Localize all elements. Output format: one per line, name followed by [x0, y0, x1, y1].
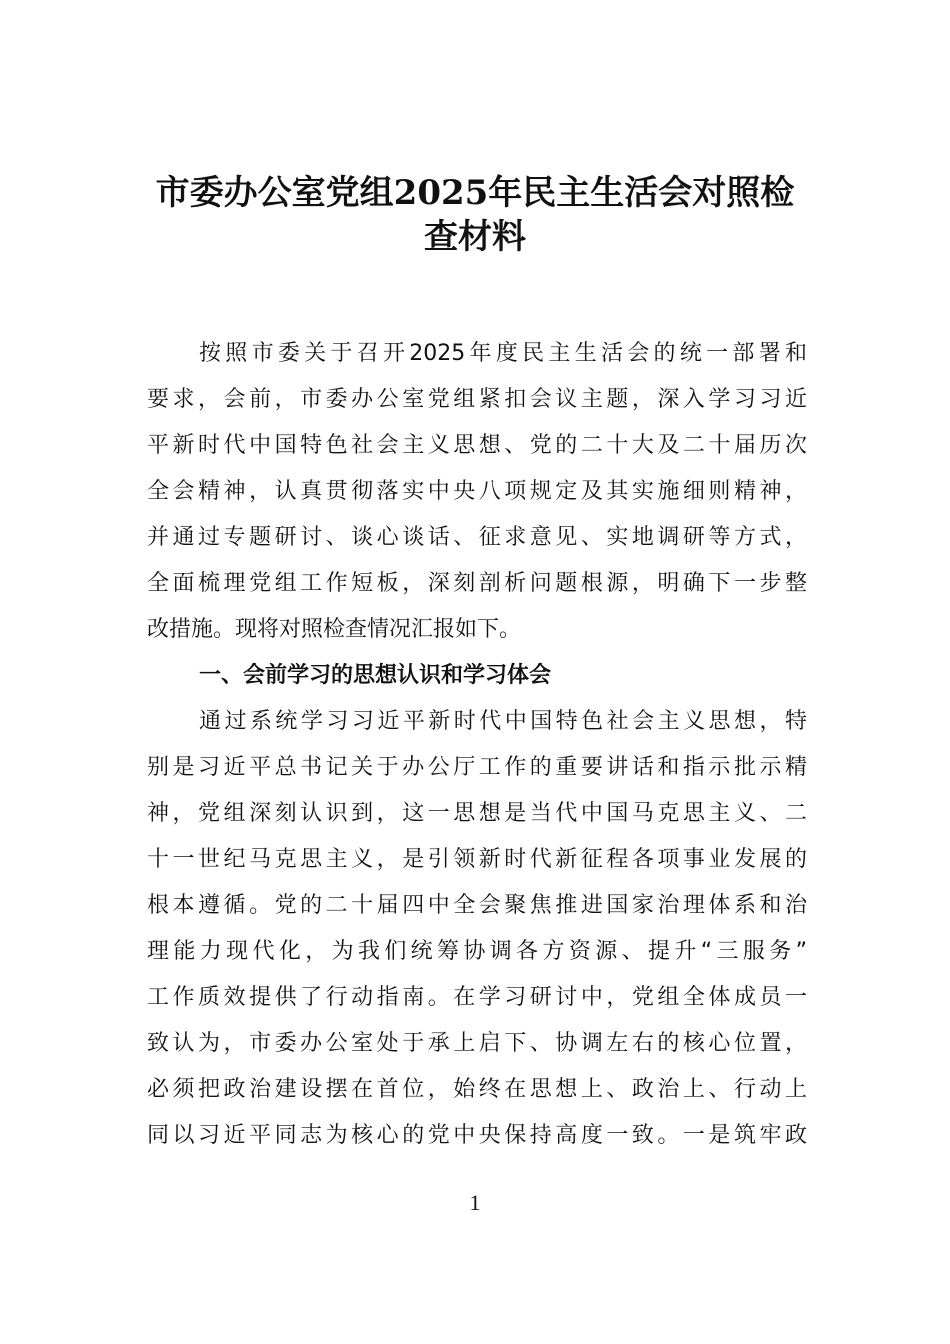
text-line: 神，党组深刻认识到，这一思想是当代中国马克思主义、二 — [147, 801, 807, 826]
text-line: 全面梳理党组工作短板，深刻剖析问题根源，明确下一步整 — [147, 571, 807, 596]
text-line: 致认为，市委办公室处于承上启下、协调左右的核心位置， — [147, 1031, 807, 1056]
text-line: 要求，会前，市委办公室党组紧扣会议主题，深入学习习近 — [147, 387, 807, 412]
section-heading: 一、会前学习的思想认识和学习体会 — [199, 663, 552, 688]
text-line: 理能力现代化，为我们统筹协调各方资源、提升“三服务” — [147, 939, 807, 964]
text-line: 平新时代中国特色社会主义思想、党的二十大及二十届历次 — [147, 433, 807, 458]
text-line: 同以习近平同志为核心的党中央保持高度一致。一是筑牢政 — [147, 1123, 807, 1148]
text-line: 别是习近平总书记关于办公厅工作的重要讲话和指示批示精 — [147, 755, 807, 780]
text-line: 通过系统学习习近平新时代中国特色社会主义思想，特 — [199, 709, 807, 734]
text-line: 十一世纪马克思主义，是引领新时代新征程各项事业发展的 — [147, 847, 807, 872]
text-line: 全会精神，认真贯彻落实中央八项规定及其实施细则精神， — [147, 479, 807, 504]
text-line: 必须把政治建设摆在首位，始终在思想上、政治上、行动上 — [147, 1077, 807, 1102]
text-line: 按照市委关于召开2025年度民主生活会的统一部署和 — [199, 341, 807, 366]
text-line: 并通过专题研讨、谈心谈话、征求意见、实地调研等方式， — [147, 525, 807, 550]
document-body — [147, 331, 807, 1159]
text-line: 改措施。现将对照检查情况汇报如下。 — [147, 617, 522, 642]
text-line: 根本遵循。党的二十届四中全会聚焦推进国家治理体系和治 — [147, 893, 807, 918]
document-title-line-2: 查材料 — [424, 217, 526, 257]
document-title-line-1: 市委办公室党组2025年民主生活会对照检 — [155, 173, 795, 213]
text-line: 工作质效提供了行动指南。在学习研讨中，党组全体成员一 — [147, 985, 807, 1010]
page-number: 1 — [469, 1190, 481, 1215]
paragraph-intro — [147, 331, 807, 653]
paragraph-study — [147, 699, 807, 1159]
